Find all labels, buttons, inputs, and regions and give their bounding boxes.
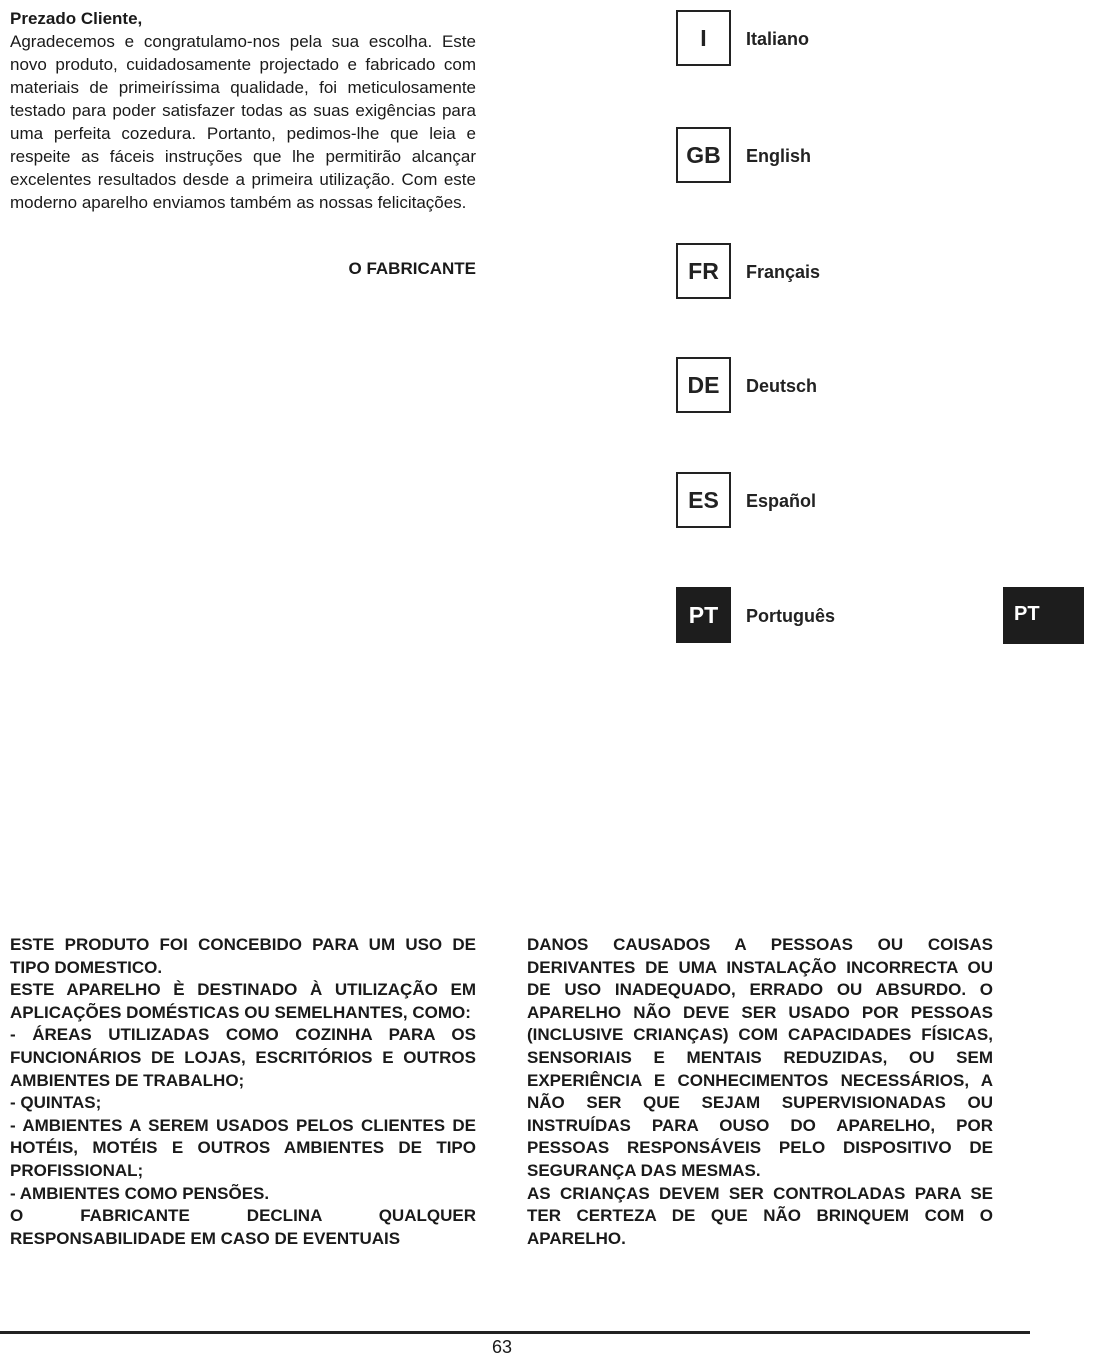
notice-left-column: ESTE PRODUTO FOI CONCEBIDO PARA UM USO DE TIPO DOMESTICO. ESTE APARELHO È DESTINADO À UTILIZAÇÃO EM APLICAÇÕES DOMÉSTICAS OU SEMELHANTES, COMO: - ÁREAS UTILIZADAS COMO COZINHA PARA OS FUNCIONÁRIOS DE LOJAS, ESCRITÓRIOS E OUTROS AMBIENTES DE TRABALHO; - QUINTAS; - AMBIENTES A SEREM USADOS PELOS CLIENTES DE HOTÉIS, MOTÉIS E OUTROS AMBIENTES DE TIPO PROFISSIONAL; - AMBIENTES COMO PENSÕES. O FABRICANTE DECLINA QUALQUER RESPONSABILIDADE EM CASO DE EVENTUAIS: [10, 935, 476, 1248]
language-item-it[interactable]: [676, 10, 1094, 68]
language-name: Français: [746, 262, 821, 282]
intro-section: [10, 8, 476, 214]
language-name: Español: [746, 491, 817, 511]
language-code-box-active: PT: [676, 587, 731, 643]
language-item-fr[interactable]: [676, 243, 1094, 301]
side-language-tab: PT: [1003, 587, 1084, 644]
language-code-box: ES: [676, 472, 731, 528]
language-code-box: DE: [676, 357, 731, 413]
notice-right-column: DANOS CAUSADOS A PESSOAS OU COISAS DERIVANTES DE UMA INSTALAÇÃO INCORRECTA OU DE USO INADEQUADO, ERRADO OU ABSURDO. O APARELHO NÃO DEVE SER USADO POR PESSOAS (INCLUSIVE CRIANÇAS) COM CAPACIDADES FÍSICAS, SENSORIAIS E MENTAIS REDUZIDAS, OU SEM EXPERIÊNCIA E CONHECIMENTOS NECESSÁRIOS, A NÃO SER QUE SEJAM SUPERVISIONADAS OU INSTRUÍDAS PARA OUSO DO APARELHO, POR PESSOAS RESPONSÁVEIS PELO DISPOSITIVO DE SEGURANÇA DAS MESMAS. AS CRIANÇAS DEVEM SER CONTROLADAS PARA SE TER CERTEZA DE QUE NÃO BRINQUEM COM O APARELHO.: [527, 935, 993, 1248]
language-name: Deutsch: [746, 376, 818, 396]
greeting: Prezado Cliente,: [10, 9, 143, 28]
language-name: Português: [746, 606, 836, 626]
intro-body: Agradecemos e congratulamo-nos pela sua escolha. Este novo produto, cuidadosamente projectado e fabricado com materiais de primeiríssima qualidade, foi meticulosamente testado para poder satisfazer todas as suas exigências para uma perfeita cozedura. Portanto, pedimos-lhe que leia e respeite as fáceis instruções que lhe permitirão alcançar excelentes resultados desde a primeira utilização. Com este moderno aparelho enviamos também as nossas felicitações.: [10, 32, 476, 212]
language-code-box: I: [676, 10, 731, 66]
language-code-box: FR: [676, 243, 731, 299]
language-name: English: [746, 146, 812, 166]
language-item-es[interactable]: [676, 472, 1094, 530]
language-item-gb[interactable]: [676, 127, 1094, 185]
language-code-box: GB: [676, 127, 731, 183]
page-number: 63: [491, 1337, 513, 1357]
footer-rule: [0, 1331, 1030, 1334]
signature: O FABRICANTE: [348, 259, 476, 278]
language-name: Italiano: [746, 29, 810, 49]
language-item-de[interactable]: [676, 357, 1094, 415]
